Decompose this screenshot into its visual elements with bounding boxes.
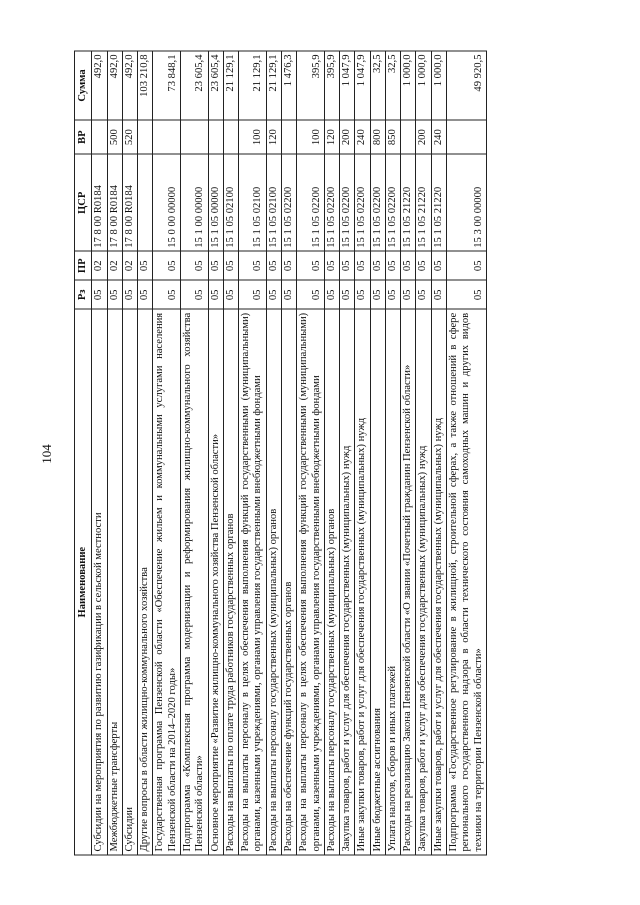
row-name: Закупка товаров, работ и услуг для обеспечения государственных (муниципальных) нужд bbox=[340, 309, 355, 855]
header-pr: ПР bbox=[75, 251, 92, 280]
row-csr bbox=[138, 154, 153, 251]
row-sum: 23 605,4 bbox=[180, 51, 208, 120]
row-sum: 1 000,0 bbox=[401, 51, 416, 120]
table-row bbox=[223, 51, 238, 855]
row-csr: 17 8 00 R0184 bbox=[92, 154, 107, 251]
row-rz: 05 bbox=[370, 280, 385, 309]
row-rz: 05 bbox=[297, 280, 325, 309]
row-name: Уплата налогов, сборов и иных платежей bbox=[385, 309, 400, 855]
row-rz: 05 bbox=[401, 280, 416, 309]
row-rz: 05 bbox=[107, 280, 122, 309]
table-row bbox=[239, 51, 267, 855]
row-csr: 15 0 00 00000 bbox=[153, 154, 181, 251]
table-row bbox=[340, 51, 355, 855]
table-row bbox=[370, 51, 385, 855]
row-csr: 15 1 05 21220 bbox=[401, 154, 416, 251]
row-pr: 05 bbox=[385, 251, 400, 280]
row-vr bbox=[92, 119, 107, 153]
page-number: 104 bbox=[39, 444, 54, 464]
header-name: Наименование bbox=[75, 309, 92, 855]
row-sum: 492,0 bbox=[122, 51, 137, 120]
table-row bbox=[107, 51, 122, 855]
row-rz: 05 bbox=[153, 280, 181, 309]
row-pr: 05 bbox=[447, 251, 487, 280]
row-rz: 05 bbox=[385, 280, 400, 309]
row-vr: 120 bbox=[324, 119, 339, 153]
row-pr: 02 bbox=[122, 251, 137, 280]
row-pr: 05 bbox=[370, 251, 385, 280]
row-csr: 17 8 00 R0184 bbox=[122, 154, 137, 251]
row-vr: 200 bbox=[416, 119, 431, 153]
row-pr: 02 bbox=[92, 251, 107, 280]
table-row bbox=[122, 51, 137, 855]
row-sum: 492,0 bbox=[92, 51, 107, 120]
row-rz: 05 bbox=[208, 280, 223, 309]
row-rz: 05 bbox=[266, 280, 281, 309]
row-vr: 120 bbox=[266, 119, 281, 153]
row-sum: 23 605,4 bbox=[208, 51, 223, 120]
row-csr: 15 1 05 02200 bbox=[385, 154, 400, 251]
table-row bbox=[431, 51, 446, 855]
row-name: Субсидии на мероприятия по развитию газификации в сельской местности bbox=[92, 309, 107, 855]
header-vr: ВР bbox=[75, 119, 92, 153]
table-row bbox=[266, 51, 281, 855]
row-pr: 05 bbox=[324, 251, 339, 280]
row-sum: 395,9 bbox=[297, 51, 325, 120]
row-pr: 05 bbox=[138, 251, 153, 280]
table-row bbox=[180, 51, 208, 855]
row-sum: 21 129,1 bbox=[266, 51, 281, 120]
row-vr: 240 bbox=[355, 119, 370, 153]
row-vr bbox=[153, 119, 181, 153]
row-csr: 15 1 05 02200 bbox=[355, 154, 370, 251]
row-rz: 05 bbox=[324, 280, 339, 309]
row-sum: 492,0 bbox=[107, 51, 122, 120]
row-vr: 850 bbox=[385, 119, 400, 153]
table-row bbox=[355, 51, 370, 855]
row-vr: 520 bbox=[122, 119, 137, 153]
table-row bbox=[447, 51, 487, 855]
row-name: Подпрограмма «Государственное регулирование в жилищной, строительной сферах, а также отношений в сфере регионального государственного надзора в области технического состояния самоходных машин и других видов техники на территории Пензенской области» bbox=[447, 309, 487, 855]
row-csr: 15 1 05 02100 bbox=[223, 154, 238, 251]
row-sum: 32,5 bbox=[370, 51, 385, 120]
row-pr: 05 bbox=[281, 251, 296, 280]
table-row bbox=[208, 51, 223, 855]
row-pr: 05 bbox=[239, 251, 267, 280]
row-vr bbox=[401, 119, 416, 153]
row-name: Расходы на выплаты персоналу государственных (муниципальных) органов bbox=[266, 309, 281, 855]
table-row bbox=[385, 51, 400, 855]
row-rz: 05 bbox=[180, 280, 208, 309]
row-csr: 15 1 05 02200 bbox=[324, 154, 339, 251]
row-name: Основное мероприятие «Развитие жилищно-коммунального хозяйства Пензенской области» bbox=[208, 309, 223, 855]
budget-table bbox=[74, 50, 487, 855]
table-row bbox=[92, 51, 107, 855]
row-name: Другие вопросы в области жилищно-коммунального хозяйства bbox=[138, 309, 153, 855]
row-vr bbox=[208, 119, 223, 153]
row-vr: 800 bbox=[370, 119, 385, 153]
row-csr: 15 1 05 02200 bbox=[370, 154, 385, 251]
row-vr: 100 bbox=[239, 119, 267, 153]
row-rz: 05 bbox=[138, 280, 153, 309]
row-rz: 05 bbox=[92, 280, 107, 309]
row-csr: 15 1 00 00000 bbox=[180, 154, 208, 251]
row-vr: 240 bbox=[431, 119, 446, 153]
row-name: Иные закупки товаров, работ и услуг для обеспечения государственных (муниципальных) нужд bbox=[355, 309, 370, 855]
table-header-row bbox=[75, 51, 92, 855]
row-pr: 05 bbox=[223, 251, 238, 280]
row-name: Расходы на выплаты по оплате труда работников государственных органов bbox=[223, 309, 238, 855]
row-sum: 32,5 bbox=[385, 51, 400, 120]
table-row bbox=[324, 51, 339, 855]
row-name: Расходы на выплаты персоналу государственных (муниципальных) органов bbox=[324, 309, 339, 855]
row-sum: 49 920,5 bbox=[447, 51, 487, 120]
row-name: Государственная программа Пензенской области «Обеспечение жильем и коммунальными услугами населения Пензенской области на 2014–2020 годы» bbox=[153, 309, 181, 855]
row-name: Расходы на выплаты персоналу в целях обеспечения выполнения функций государственными (муниципальными) органами, казенными учреждениями, органами управления государственными внебюджетными фондами bbox=[297, 309, 325, 855]
row-pr: 05 bbox=[431, 251, 446, 280]
table-row bbox=[297, 51, 325, 855]
row-vr bbox=[223, 119, 238, 153]
row-pr: 05 bbox=[180, 251, 208, 280]
row-csr: 15 3 00 00000 bbox=[447, 154, 487, 251]
row-csr: 15 1 05 02100 bbox=[266, 154, 281, 251]
row-pr: 05 bbox=[340, 251, 355, 280]
rotated-page-content bbox=[74, 50, 566, 855]
row-name: Субсидии bbox=[122, 309, 137, 855]
row-pr: 05 bbox=[153, 251, 181, 280]
row-csr: 15 1 05 00000 bbox=[208, 154, 223, 251]
row-sum: 1 476,3 bbox=[281, 51, 296, 120]
row-csr: 15 1 05 02200 bbox=[340, 154, 355, 251]
table-row bbox=[153, 51, 181, 855]
row-rz: 05 bbox=[122, 280, 137, 309]
row-name: Иные закупки товаров, работ и услуг для обеспечения государственных (муниципальных) нужд bbox=[431, 309, 446, 855]
row-pr: 05 bbox=[266, 251, 281, 280]
row-rz: 05 bbox=[355, 280, 370, 309]
header-rz: Рз bbox=[75, 280, 92, 309]
row-sum: 395,9 bbox=[324, 51, 339, 120]
row-sum: 1 000,0 bbox=[416, 51, 431, 120]
row-vr bbox=[281, 119, 296, 153]
row-name: Расходы на обеспечение функций государственных органов bbox=[281, 309, 296, 855]
row-vr: 200 bbox=[340, 119, 355, 153]
row-name: Иные бюджетные ассигнования bbox=[370, 309, 385, 855]
table-row bbox=[138, 51, 153, 855]
row-vr bbox=[138, 119, 153, 153]
row-rz: 05 bbox=[416, 280, 431, 309]
row-name: Расходы на реализацию Закона Пензенской области «О звании «Почетный гражданин Пензенской области» bbox=[401, 309, 416, 855]
table-row bbox=[401, 51, 416, 855]
row-vr: 100 bbox=[297, 119, 325, 153]
row-csr: 15 1 05 02200 bbox=[281, 154, 296, 251]
row-vr: 500 bbox=[107, 119, 122, 153]
row-rz: 05 bbox=[281, 280, 296, 309]
row-pr: 05 bbox=[416, 251, 431, 280]
row-sum: 103 210,8 bbox=[138, 51, 153, 120]
row-pr: 02 bbox=[107, 251, 122, 280]
row-rz: 05 bbox=[239, 280, 267, 309]
row-sum: 21 129,1 bbox=[239, 51, 267, 120]
row-csr: 15 1 05 21220 bbox=[431, 154, 446, 251]
row-pr: 05 bbox=[401, 251, 416, 280]
row-name: Расходы на выплаты персоналу в целях обеспечения выполнения функций государственными (муниципальными) органами, казенными учреждениями, органами управления государственными внебюджетными фондами bbox=[239, 309, 267, 855]
table-row bbox=[416, 51, 431, 855]
row-vr bbox=[180, 119, 208, 153]
header-csr: ЦСР bbox=[75, 154, 92, 251]
row-csr: 15 1 05 02100 bbox=[239, 154, 267, 251]
row-name: Закупка товаров, работ и услуг для обеспечения государственных (муниципальных) нужд bbox=[416, 309, 431, 855]
row-name: Межбюджетные трансферты bbox=[107, 309, 122, 855]
row-sum: 21 129,1 bbox=[223, 51, 238, 120]
row-sum: 1 000,0 bbox=[431, 51, 446, 120]
table-row bbox=[281, 51, 296, 855]
row-rz: 05 bbox=[431, 280, 446, 309]
row-pr: 05 bbox=[355, 251, 370, 280]
row-csr: 15 1 05 21220 bbox=[416, 154, 431, 251]
row-pr: 05 bbox=[208, 251, 223, 280]
row-sum: 73 848,1 bbox=[153, 51, 181, 120]
row-vr bbox=[447, 119, 487, 153]
row-rz: 05 bbox=[340, 280, 355, 309]
row-pr: 05 bbox=[297, 251, 325, 280]
row-sum: 1 047,9 bbox=[355, 51, 370, 120]
row-sum: 1 047,9 bbox=[340, 51, 355, 120]
row-name: Подпрограмма «Комплексная программа модернизации и реформирования жилищно-коммунального хозяйства Пензенской области» bbox=[180, 309, 208, 855]
row-rz: 05 bbox=[447, 280, 487, 309]
row-rz: 05 bbox=[223, 280, 238, 309]
row-csr: 15 1 05 02200 bbox=[297, 154, 325, 251]
header-sum: Сумма bbox=[75, 51, 92, 120]
row-csr: 17 8 00 R0184 bbox=[107, 154, 122, 251]
